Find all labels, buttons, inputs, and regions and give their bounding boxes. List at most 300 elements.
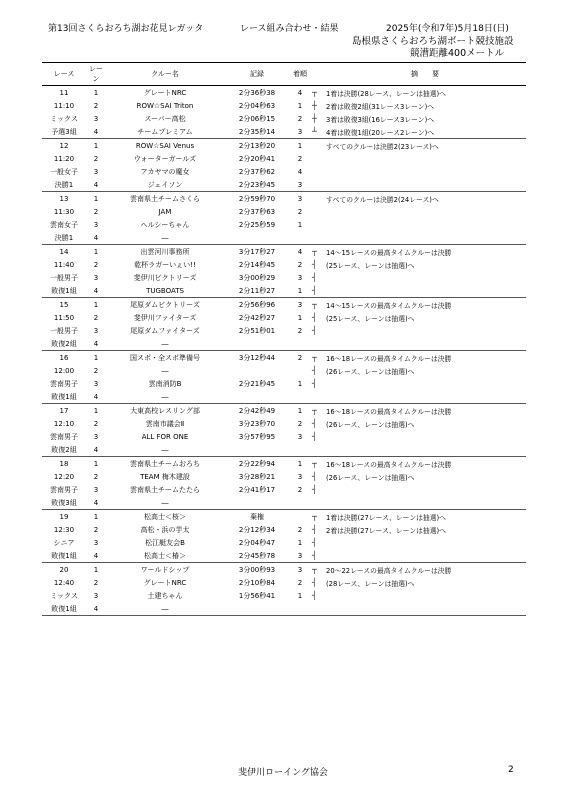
cell-race: 一般男子 [50, 326, 78, 335]
cell-rank: 1 [297, 591, 303, 600]
cell-record: 2分25秒59 [238, 220, 276, 229]
cell-note: 4着は敗復1組(20レース2レーン)へ [326, 128, 435, 137]
cell-lane: 4 [93, 445, 99, 454]
cell-race: 17 [42, 404, 86, 418]
cell-rank: 1 [297, 286, 303, 295]
cell-race: 12:00 [53, 366, 75, 375]
table-row [42, 443, 526, 457]
cell-lane: 4 [93, 286, 99, 295]
cell-race: 12:40 [53, 578, 75, 587]
cell-rank: 2 [297, 578, 303, 587]
cell-race: ミックス [50, 114, 78, 123]
table-row [42, 602, 526, 616]
cell-brk: ┤ [312, 419, 317, 428]
cell-lane: 1 [86, 245, 106, 259]
cell-lane: 2 [93, 101, 99, 110]
cell-record: 2分37秒63 [238, 207, 276, 216]
cell-note: すべてのクルーは決勝2(23レース)へ [324, 139, 526, 153]
cell-crew: アカヤマの魔女 [140, 167, 190, 176]
cell-lane: 3 [93, 432, 99, 441]
cell-record: 3分12秒44 [224, 351, 290, 365]
table-row [42, 364, 526, 377]
col-race: レース [42, 63, 86, 86]
cell-brk [310, 178, 324, 192]
cell-record: 2分12秒34 [238, 525, 276, 534]
cell-lane: 4 [93, 180, 99, 189]
cell-rank: 2 [297, 485, 303, 494]
cell-race: 敗復3組 [51, 498, 77, 507]
cell-note: (25レース、レーンは抽選)へ [326, 261, 415, 270]
cell-crew: ― [161, 366, 169, 375]
cell-rank: 4 [290, 245, 310, 259]
cell-lane: 2 [93, 525, 99, 534]
venue: 島根県さくらおろち湖ボート競技施設 [352, 36, 514, 47]
cell-race: 雲南女子 [50, 220, 78, 229]
cell-brk: ┬ [312, 88, 317, 97]
table-header-row [42, 63, 526, 86]
cell-race: 12 [42, 139, 86, 153]
table-row [42, 165, 526, 178]
cell-lane: 1 [86, 510, 106, 524]
cell-lane: 1 [93, 88, 99, 97]
cell-brk [310, 165, 324, 178]
cell-rank: 3 [290, 563, 310, 577]
cell-note: 16～18レースの最高タイムクルーは決勝 [324, 457, 526, 471]
cell-race: 13 [42, 192, 86, 206]
cell-rank: 1 [290, 457, 310, 471]
cell-race: 11:20 [53, 154, 75, 163]
cell-record: 2分42秒27 [238, 313, 276, 322]
cell-lane: 4 [93, 233, 99, 242]
cell-rank: 2 [297, 326, 303, 335]
cell-note: 1着は決勝(27レース、レーンは抽選)へ [324, 510, 526, 524]
cell-record [224, 602, 290, 616]
cell-record [224, 390, 290, 404]
cell-crew: JAM [158, 207, 172, 216]
cell-brk: ┼ [312, 114, 317, 123]
cell-note: (28レース、レーンは抽選)へ [326, 579, 415, 588]
table-row [42, 510, 526, 524]
table-row [42, 112, 526, 125]
cell-note: 20～22レースの最高タイムクルーは決勝 [324, 563, 526, 577]
cell-note: 16～18レースの最高タイムクルーは決勝 [324, 404, 526, 418]
cell-brk: ┤ [312, 525, 317, 534]
cell-lane: 4 [93, 498, 99, 507]
cell-crew: 乾杯ラガーいぇい!! [134, 260, 196, 269]
cell-brk [310, 192, 324, 206]
cell-crew: グレートNRC [143, 88, 187, 97]
cell-note [324, 165, 526, 178]
cell-brk [310, 231, 324, 245]
col-crew: クルー名 [106, 63, 224, 86]
cell-crew: 高松・浜の芋太 [140, 525, 190, 534]
cell-crew: ALL FOR ONE [141, 432, 189, 441]
cell-lane: 3 [93, 114, 99, 123]
cell-note: (25レース、レーンは抽選)へ [326, 314, 415, 323]
cell-crew: ROW☆SAI Triton [136, 101, 194, 110]
cell-note [324, 205, 526, 218]
cell-lane: 1 [86, 563, 106, 577]
cell-record: 3分00秒93 [224, 563, 290, 577]
cell-rank: 1 [297, 538, 303, 547]
cell-record: 2分45秒78 [238, 551, 276, 560]
table-row [42, 337, 526, 351]
cell-note: (26レース、レーンは抽選)へ [326, 367, 415, 376]
cell-lane: 2 [93, 366, 99, 375]
cell-rank: 2 [297, 525, 303, 534]
cell-race: 決勝1 [54, 180, 74, 189]
cell-brk [310, 152, 324, 165]
cell-rank: 3 [297, 472, 303, 481]
table-row [42, 125, 526, 139]
cell-brk: ┤ [312, 538, 317, 547]
cell-lane: 1 [86, 404, 106, 418]
cell-brk [310, 337, 324, 351]
cell-crew: ― [106, 602, 224, 616]
cell-lane: 3 [93, 326, 99, 335]
cell-record: 2分14秒45 [238, 260, 276, 269]
table-row [42, 417, 526, 430]
cell-crew: 大東高校レスリング部 [106, 404, 224, 418]
cell-note [324, 536, 526, 549]
cell-crew: ― [161, 498, 169, 507]
cell-race: 12:30 [53, 525, 75, 534]
table-row [42, 152, 526, 165]
cell-race: 一般男子 [50, 273, 78, 282]
cell-crew: TUGBOATS [146, 286, 184, 295]
cell-crew: ジェイソン [147, 180, 183, 189]
cell-race: 雲南男子 [50, 379, 78, 388]
cell-rank: 1 [297, 220, 303, 229]
table-row [42, 430, 526, 443]
cell-note: 16～18レースの最高タイムクルーは決勝 [324, 351, 526, 365]
table-row [42, 404, 526, 418]
page-number: 2 [508, 765, 514, 775]
cell-record: 2分13秒20 [224, 139, 290, 153]
cell-record: 2分20秒41 [238, 154, 276, 163]
cell-race: 雲南男子 [50, 485, 78, 494]
cell-race: 11:10 [53, 101, 75, 110]
cell-brk: ┬ [310, 245, 324, 259]
cell-rank: 4 [297, 88, 303, 97]
course-distance: 競漕距離400メートル [410, 48, 505, 59]
cell-brk: ┼ [312, 101, 317, 110]
cell-record: 2分36秒38 [238, 88, 276, 97]
cell-lane: 3 [93, 167, 99, 176]
cell-record: 2分22秒94 [224, 457, 290, 471]
cell-race: 敗復2組 [51, 445, 77, 454]
cell-rank: 2 [297, 154, 303, 163]
cell-note: 2着は決勝(27レース、レーンは抽選)へ [326, 526, 446, 535]
cell-record: 棄権 [224, 510, 290, 524]
cell-rank [290, 602, 310, 616]
cell-brk: ┬ [310, 457, 324, 471]
cell-rank: 3 [297, 551, 303, 560]
cell-crew: チームプレミアム [137, 127, 193, 136]
cell-lane: 4 [93, 551, 99, 560]
cell-record: 3分28秒21 [238, 472, 276, 481]
cell-note: (26レース、レーンは抽選)へ [326, 473, 415, 482]
cell-note [324, 496, 526, 510]
cell-record [224, 231, 290, 245]
cell-race: 18 [42, 457, 86, 471]
cell-record: 2分04秒47 [238, 538, 276, 547]
table-row [42, 549, 526, 563]
cell-note: 2着は敗復2組(31レース3レーン)へ [326, 102, 435, 111]
cell-record: 2分11秒27 [238, 286, 276, 295]
cell-crew: 尾原ダムビクトリーズ [106, 298, 224, 312]
table-row [42, 523, 526, 536]
col-record: 記録 [224, 63, 290, 86]
cell-brk: ┬ [310, 563, 324, 577]
cell-note [324, 271, 526, 284]
cell-brk [310, 443, 324, 457]
cell-note [324, 390, 526, 404]
cell-record: 3分23秒70 [238, 419, 276, 428]
table-row [42, 218, 526, 231]
cell-crew: ヘルシーちゃん [140, 220, 190, 229]
cell-lane: 2 [93, 578, 99, 587]
cell-rank: 3 [297, 273, 303, 282]
cell-crew: 雲南市議会Ⅱ [145, 419, 185, 428]
cell-note [324, 549, 526, 563]
cell-record [224, 364, 290, 377]
table-row [42, 231, 526, 245]
cell-record [224, 496, 290, 510]
cell-lane: 2 [93, 260, 99, 269]
cell-brk [310, 218, 324, 231]
cell-race: 敗復1組 [51, 551, 77, 560]
cell-lane: 1 [86, 298, 106, 312]
table-row [42, 483, 526, 496]
cell-race: ミックス [50, 591, 78, 600]
cell-race: 決勝1 [54, 233, 74, 242]
cell-lane: 4 [93, 392, 99, 401]
table-row [42, 205, 526, 218]
cell-note [324, 152, 526, 165]
document-title: 第13回さくらおろち湖お花見レガッタ [48, 24, 204, 34]
results-table [42, 62, 526, 616]
cell-brk [310, 205, 324, 218]
table-row [42, 271, 526, 284]
cell-crew: TEAM 梅木建設 [140, 472, 190, 481]
cell-rank [290, 364, 310, 377]
cell-note [324, 430, 526, 443]
cell-race: 16 [42, 351, 86, 365]
cell-lane: 3 [93, 379, 99, 388]
cell-crew: 雲南県土チームおろち [106, 457, 224, 471]
cell-record [224, 337, 290, 351]
cell-race: 敗復1組 [51, 392, 77, 401]
table-row [42, 86, 526, 100]
cell-crew: 雲南県土チームさくら [106, 192, 224, 206]
table-row [42, 377, 526, 390]
table-row [42, 496, 526, 510]
cell-race: 20 [42, 563, 86, 577]
cell-record: 2分41秒17 [238, 485, 276, 494]
cell-crew: ワールドシップ [106, 563, 224, 577]
cell-brk [310, 390, 324, 404]
cell-note: (26レース、レーンは抽選)へ [326, 420, 415, 429]
cell-brk: ┤ [312, 591, 317, 600]
cell-note: 1着は決勝(28レース、レーンは抽選)へ [326, 89, 446, 98]
event-date: 2025年(令和7年)5月18日(日) [386, 24, 509, 34]
cell-note [324, 337, 526, 351]
cell-record: 2分35秒14 [238, 127, 276, 136]
cell-rank: 3 [297, 432, 303, 441]
cell-brk: ┤ [312, 432, 317, 441]
cell-record: 2分59秒70 [224, 192, 290, 206]
cell-race: 雲南男子 [50, 432, 78, 441]
cell-rank [290, 496, 310, 510]
cell-crew: 尾原ダムファイターズ [130, 326, 200, 335]
cell-lane: 4 [93, 127, 99, 136]
cell-brk: ┤ [312, 260, 317, 269]
cell-lane: 4 [93, 339, 99, 348]
cell-race: 12:20 [53, 472, 75, 481]
document-subtitle: レース組み合わせ・結果 [240, 24, 339, 34]
cell-note [324, 218, 526, 231]
cell-lane: 1 [86, 139, 106, 153]
cell-race: 14 [42, 245, 86, 259]
cell-brk: ┤ [312, 273, 317, 282]
table-row [42, 311, 526, 324]
cell-lane: 3 [93, 220, 99, 229]
cell-brk: ┬ [310, 510, 324, 524]
results-body [42, 86, 526, 616]
col-lane: レーン [86, 63, 106, 86]
table-row [42, 470, 526, 483]
cell-race: シニア [53, 538, 75, 547]
cell-record: 2分21秒45 [238, 379, 276, 388]
table-row [42, 589, 526, 602]
cell-brk: ┤ [312, 379, 317, 388]
cell-lane: 4 [86, 602, 106, 616]
cell-rank: 2 [297, 114, 303, 123]
cell-lane: 2 [93, 154, 99, 163]
cell-rank: 1 [297, 379, 303, 388]
cell-race: 敗復1組 [42, 602, 86, 616]
cell-note [324, 589, 526, 602]
cell-crew: ウォーターガールズ [133, 154, 197, 163]
cell-record: 2分51秒01 [238, 326, 276, 335]
cell-note [324, 443, 526, 457]
cell-race: 敗復1組 [51, 286, 77, 295]
cell-brk: ┴ [312, 127, 317, 136]
cell-lane: 3 [93, 273, 99, 282]
table-row [42, 245, 526, 259]
cell-rank [290, 510, 310, 524]
cell-brk: ┤ [312, 313, 317, 322]
cell-lane: 2 [93, 419, 99, 428]
cell-crew: ROW☆SAI Venus [106, 139, 224, 153]
cell-crew: ― [161, 392, 169, 401]
cell-race: 一般女子 [50, 167, 78, 176]
cell-crew: 松高士＜椿＞ [144, 551, 186, 560]
cell-brk: ┤ [312, 551, 317, 560]
cell-record: 1分56秒41 [238, 591, 276, 600]
cell-crew: 斐伊川ビクトリーズ [133, 273, 197, 282]
cell-note [324, 377, 526, 390]
table-row [42, 258, 526, 271]
cell-rank [290, 443, 310, 457]
cell-crew: 斐伊川ファイターズ [133, 313, 197, 322]
table-row [42, 139, 526, 153]
cell-brk: ┤ [312, 366, 317, 375]
table-row [42, 457, 526, 471]
cell-brk: ┤ [312, 578, 317, 587]
cell-brk: ┬ [310, 298, 324, 312]
cell-note: 3着は敗復3組(16レース3レーン)へ [326, 115, 435, 124]
cell-record: 2分04秒63 [238, 101, 276, 110]
cell-crew: グレートNRC [143, 578, 187, 587]
cell-rank: 2 [297, 419, 303, 428]
table-row [42, 298, 526, 312]
cell-note [324, 231, 526, 245]
cell-rank: 3 [290, 192, 310, 206]
cell-rank: 4 [297, 167, 303, 176]
table-row [42, 536, 526, 549]
cell-race: 11 [59, 88, 69, 97]
cell-record: 3分57秒95 [238, 432, 276, 441]
cell-lane: 3 [93, 591, 99, 600]
cell-brk: ┬ [310, 351, 324, 365]
cell-record: 2分37秒62 [238, 167, 276, 176]
cell-record [224, 443, 290, 457]
cell-rank: 2 [297, 260, 303, 269]
cell-record: 3分17秒27 [224, 245, 290, 259]
cell-note [324, 178, 526, 192]
cell-brk [310, 496, 324, 510]
cell-lane: 2 [93, 313, 99, 322]
cell-race: 予選3組 [51, 127, 77, 136]
cell-rank [290, 231, 310, 245]
table-row [42, 192, 526, 206]
table-row [42, 576, 526, 589]
cell-record: 2分42秒49 [224, 404, 290, 418]
cell-rank: 3 [297, 180, 303, 189]
cell-note: すべてのクルーは決勝2(24レース)へ [324, 192, 526, 206]
cell-brk [310, 602, 324, 616]
footer-organization: 斐伊川ローイング協会 [238, 768, 328, 778]
cell-note [324, 483, 526, 496]
col-note: 摘 要 [324, 63, 526, 86]
cell-race: 15 [42, 298, 86, 312]
cell-crew: 松江艇友会B [145, 538, 185, 547]
cell-brk: ┤ [312, 485, 317, 494]
cell-brk: ┤ [312, 472, 317, 481]
table-row [42, 178, 526, 192]
cell-race: 敗復2組 [51, 339, 77, 348]
cell-record: 2分56秒96 [224, 298, 290, 312]
cell-note: 14～15レースの最高タイムクルーは決勝 [324, 245, 526, 259]
cell-rank: 1 [290, 139, 310, 153]
cell-rank: 2 [290, 351, 310, 365]
cell-crew: 雲南消防B [148, 379, 182, 388]
cell-rank [290, 390, 310, 404]
cell-race: 11:30 [53, 207, 75, 216]
cell-rank: 2 [297, 207, 303, 216]
cell-record: 2分23秒45 [238, 180, 276, 189]
col-bracket [310, 63, 324, 86]
cell-race: 19 [42, 510, 86, 524]
cell-crew: ― [161, 233, 169, 242]
cell-race: 12:10 [53, 419, 75, 428]
cell-crew: 松高士＜桜＞ [106, 510, 224, 524]
table-row [42, 351, 526, 365]
cell-record: 2分06秒15 [238, 114, 276, 123]
cell-crew: 国スポ・全スポ準備号 [106, 351, 224, 365]
